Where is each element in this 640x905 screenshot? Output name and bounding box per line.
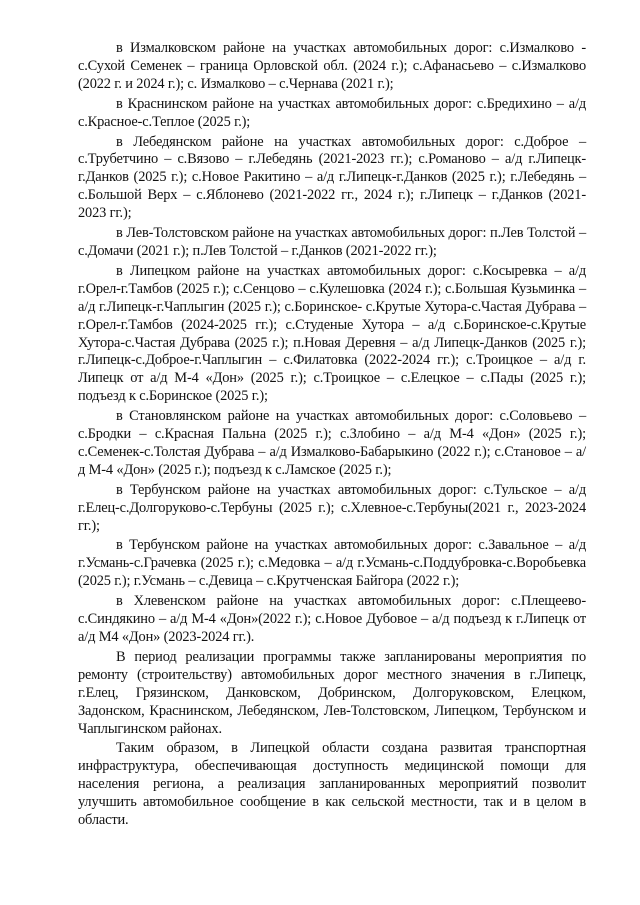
paragraph-conclusion: Таким образом, в Липецкой области создана развитая транспортная инфраструктура, обеспечивающая доступность медицинской помощи для населения региона, а реализация запланированных мероприятий позволит улучшить автомобильное сообщение в как сельской местности, так и в целом в области. <box>78 740 586 829</box>
paragraph-stanovlyansky: в Становлянском районе на участках автомобильных дорог: с.Соловьево – с.Бродки – с.Красная Пальна (2025 г.); с.Злобино – а/д М-4 «Дон» (2025 г.); с.Семенек-с.Толстая Дубрава – а/д Измалково-Бабарыкино (2022 г.); с.Становое – а/д М-4 «Дон» (2025 г.); подъезд к с.Ламское (2025 г.); <box>78 408 586 478</box>
paragraph-local-roads-program: В период реализации программы также запланированы мероприятия по ремонту (строительству) автомобильных дорог местного значения в г.Липецк, г.Елец, Грязинском, Данковском, Добринском, Долгоруковском, Елецком, Задонском, Краснинском, Лебедянском, Лев-Толстовском, Липецком, Тербунском и Чаплыгинском районах. <box>78 648 586 737</box>
paragraph-lipetsky: в Липецком районе на участках автомобильных дорог: с.Косыревка – а/д г.Орел-г.Тамбов (2025 г.); с.Сенцово – с.Кулешовка (2024 г.); с.Большая Кузьминка – а/д г.Липецк-г.Чаплыгин (2025 г.); с.Боринское- с.Крутые Хутора-с.Частая Дубрава – г.Орел-г.Тамбов (2024-2025 гг.); с.Студеные Хутора – а/д с.Боринское-с.Крутые Хутора-с.Частая Дубрава (2025 г.); п.Новая Деревня – а/д Липецк-Данков (2025 г.); г.Липецк-с.Доброе-г.Чаплыгин – с.Филатовка (2022-2024 гг.); с.Троицкое – а/д г. Липецк от а/д М-4 «Дон» (2025 г.); с.Троицкое – с.Елецкое – с.Пады (2025 г.); подъезд к с.Боринское (2025 г.); <box>78 262 586 405</box>
paragraph-lebedyansky: в Лебедянском районе на участках автомобильных дорог: с.Доброе – с.Трубетчино – с.Вязово – г.Лебедянь (2021-2023 гг.); с.Романово – а/д г.Липецк-г.Данков (2025 г.); с.Новое Ракитино – а/д г.Липецк-г.Данков (2025 г.); г.Лебедянь – с.Большой Верх – с.Яблонево (2021-2022 гг., 2024 г.); г.Липецк – г.Данков (2021-2023 гг.); <box>78 133 586 222</box>
paragraph-terbunsky-1: в Тербунском районе на участках автомобильных дорог: с.Тульское – а/д г.Елец-с.Долгоруково-с.Тербуны (2025 г.); с.Хлевное-с.Тербуны(2021 г., 2023-2024 гг.); <box>78 481 586 534</box>
paragraph-lev-tolstovsky: в Лев-Толстовском районе на участках автомобильных дорог: п.Лев Толстой – с.Домачи (2021 г.); п.Лев Толстой – г.Данков (2021-2022 гг.); <box>78 225 586 259</box>
paragraph-khlevensky: в Хлевенском районе на участках автомобильных дорог: с.Плещеево-с.Синдякино – а/д М-4 «Дон»(2022 г.); с.Новое Дубовое – а/д подъезд к г.Липецк от а/д М4 «Дон» (2023-2024 гг.). <box>78 593 586 645</box>
paragraph-krasninsky: в Краснинском районе на участках автомобильных дорог: с.Бредихино – а/д с.Красное-с.Теплое (2025 г.); <box>78 95 586 130</box>
paragraph-izmalkovsky: в Измалковском районе на участках автомобильных дорог: с.Измалково - с.Сухой Семенек – граница Орловской обл. (2024 г.); с.Афанасьево – с.Измалково (2022 г. и 2024 г.); с. Измалково – с.Чернава (2021 г.); <box>78 40 586 92</box>
paragraph-terbunsky-2: в Тербунском районе на участках автомобильных дорог: с.Завальное – а/д г.Усмань-с.Грачевка (2025 г.); с.Медовка – а/д г.Усмань-с.Поддубровка-с.Воробьевка (2025 г.); г.Усмань – с.Девица – с.Крутченская Байгора (2022 г.); <box>78 537 586 590</box>
